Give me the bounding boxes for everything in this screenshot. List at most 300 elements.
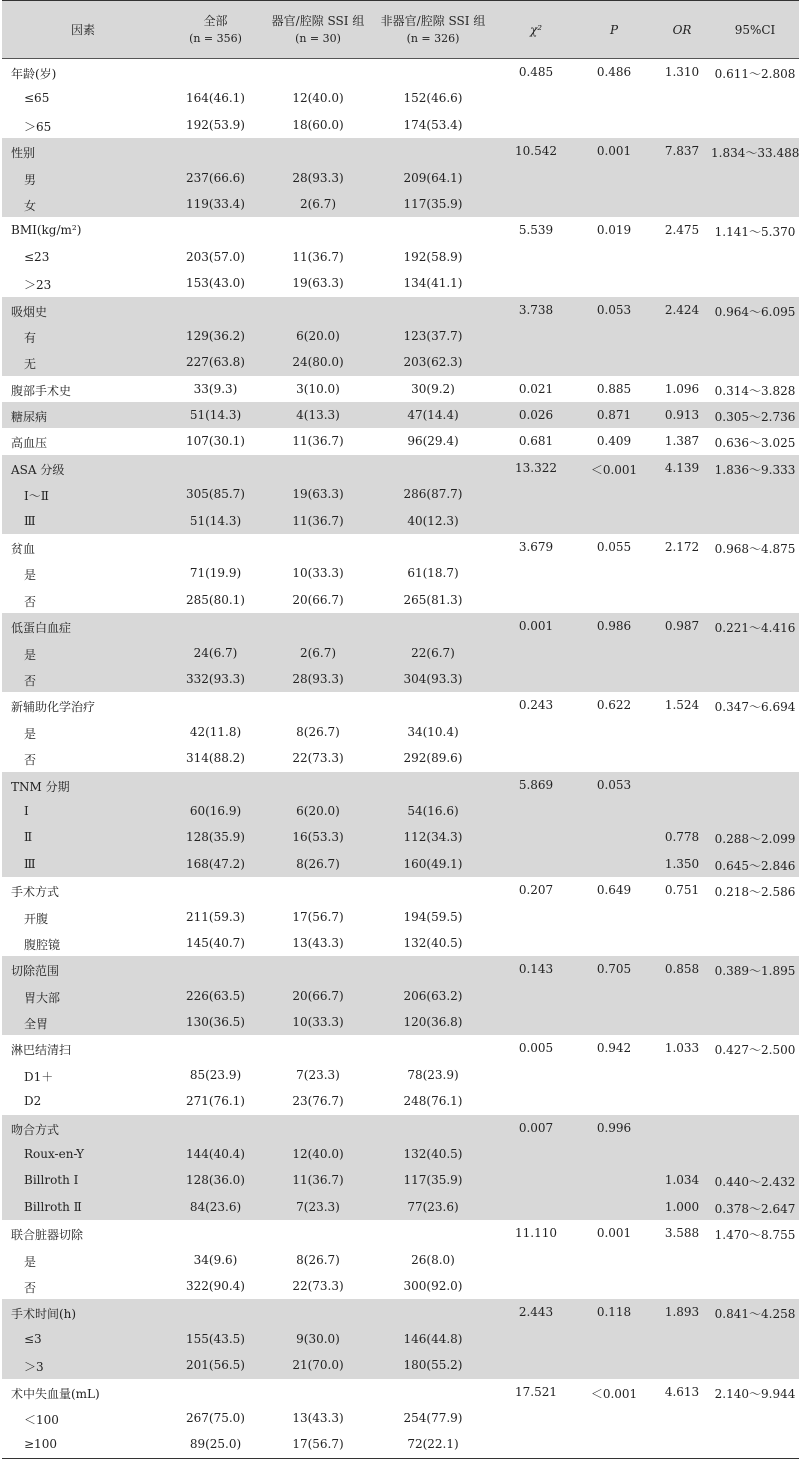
factor-cell: 否 [24,1280,37,1295]
non-organ-ssi-cell: 26(8.0) [411,1252,455,1267]
odds-ratio-cell [653,666,711,672]
p-value-cell [575,798,653,804]
p-value-cell: 0.622 [596,698,632,713]
p-value-cell [575,1352,653,1358]
table-row [2,165,799,191]
p-value-cell: ＜0.001 [590,1386,638,1401]
odds-ratio-cell: 1.033 [664,1041,700,1056]
p-value-cell [575,349,653,355]
all-cell: 237(66.6) [186,170,245,185]
ci-cell: 0.378～2.647 [714,1201,796,1216]
header-or-label: OR [672,22,692,37]
organ-ssi-cell [267,877,369,883]
factor-cell: 胃大部 [24,990,61,1005]
organ-ssi-cell: 11(36.7) [292,249,344,264]
ci-cell: 0.221～4.416 [714,621,796,636]
non-organ-ssi-cell: 34(10.4) [407,724,459,739]
chi-square-cell: 0.143 [518,962,554,977]
chi-square-cell: 0.207 [518,883,554,898]
chi-square-cell [497,904,575,910]
chi-square-cell: 17.521 [515,1384,557,1399]
p-value-cell [575,1431,653,1437]
row-group [2,455,799,534]
p-value-cell [575,851,653,857]
chi-square-cell [497,1431,575,1437]
factor-cell: 全胃 [24,1017,49,1032]
p-value-cell [575,270,653,276]
factor-cell: Ⅲ [24,513,36,528]
odds-ratio-cell [653,1247,711,1253]
odds-ratio-cell: 1.387 [664,434,700,449]
chi-square-cell [497,165,575,171]
all-cell: 34(9.6) [193,1252,238,1267]
table-row [2,428,799,454]
non-organ-ssi-cell: 123(37.7) [403,328,463,343]
odds-ratio-cell [653,1062,711,1068]
organ-ssi-cell [267,1115,369,1121]
chi-square-cell [497,508,575,514]
table-row [2,1431,799,1457]
chi-square-cell: 3.738 [518,302,554,317]
odds-ratio-cell: 3.588 [664,1226,700,1241]
all-cell: 164(46.1) [186,91,245,106]
all-cell: 24(6.7) [193,645,238,660]
factor-cell: Ⅱ [24,830,33,845]
non-organ-ssi-cell: 146(44.8) [403,1331,463,1346]
table-row [2,956,799,982]
header-p-label: P [609,22,619,37]
all-cell: 153(43.0) [186,276,245,291]
all-cell [164,59,267,65]
organ-ssi-cell [267,772,369,778]
factor-cell: 是 [24,647,37,662]
odds-ratio-cell: 1.034 [664,1173,700,1188]
all-cell: 85(23.9) [189,1067,242,1082]
non-organ-ssi-cell: 300(92.0) [403,1278,463,1293]
ci-cell: 0.964～6.095 [714,304,796,319]
ci-cell [711,1247,799,1253]
ci-cell: 0.314～3.828 [714,383,796,398]
organ-ssi-cell: 13(43.3) [292,935,344,950]
chi-square-cell: 5.539 [518,223,554,238]
factor-cell: 淋巴结清扫 [11,1043,72,1058]
p-value-cell: 0.019 [596,223,632,238]
organ-ssi-cell: 18(60.0) [292,117,344,132]
all-cell [164,877,267,883]
organ-ssi-cell: 22(73.3) [292,1278,344,1293]
chi-square-cell: 0.681 [518,434,554,449]
odds-ratio-cell [653,930,711,936]
chi-square-cell [497,560,575,566]
organ-ssi-cell [267,1299,369,1305]
ci-cell: 0.427～2.500 [714,1043,796,1058]
ci-cell: 0.389～1.895 [714,964,796,979]
row-group [2,534,799,613]
chi-square-cell [497,323,575,329]
factor-cell: 女 [24,198,37,213]
ci-cell [711,1141,799,1147]
table-row [2,455,799,481]
odds-ratio-cell [653,798,711,804]
p-value-cell [575,1062,653,1068]
factor-cell: 否 [24,673,37,688]
factor-cell: 是 [24,1254,37,1269]
table-header [2,1,799,59]
odds-ratio-cell: 4.139 [664,460,700,475]
organ-ssi-cell: 28(93.3) [292,671,344,686]
non-organ-ssi-cell [369,217,497,223]
organ-ssi-cell [267,138,369,144]
odds-ratio-cell [653,1326,711,1332]
factor-cell: 联合脏器切除 [11,1228,84,1243]
factor-cell: ASA 分级 [11,462,65,477]
organ-ssi-cell: 8(26.7) [296,1252,340,1267]
chi-square-cell [497,1167,575,1173]
odds-ratio-cell [653,1141,711,1147]
all-cell: 201(56.5) [186,1358,245,1373]
ci-cell [711,930,799,936]
header-chi-square [497,1,575,58]
p-value-cell [575,560,653,566]
header-factor-label: 因素 [70,22,95,37]
organ-ssi-cell [267,59,369,65]
row-group [2,1035,799,1114]
ci-cell [711,798,799,804]
ci-cell [711,772,799,778]
p-value-cell: 0.486 [596,65,632,79]
chi-square-cell: 3.679 [518,540,554,555]
non-organ-ssi-cell: 248(76.1) [403,1094,463,1109]
chi-square-cell [497,1141,575,1147]
odds-ratio-cell [653,1431,711,1437]
header-odds-ratio [653,1,711,58]
header-non-organ-label: 非器官/腔隙 SSI 组 [380,13,486,28]
factor-cell: ≤65 [24,91,50,106]
odds-ratio-cell [653,1405,711,1411]
row-group [2,428,799,454]
table-row [2,402,799,428]
row-group [2,1379,799,1458]
header-confidence-interval [711,1,799,58]
odds-ratio-cell [653,323,711,329]
non-organ-ssi-cell [369,59,497,65]
table-row [2,1299,799,1325]
table-row [2,930,799,956]
non-organ-ssi-cell: 117(35.9) [403,196,463,211]
all-cell: 332(93.3) [186,671,245,686]
p-value-cell [575,666,653,672]
ci-cell [711,1326,799,1332]
table-row [2,323,799,349]
chi-square-cell [497,191,575,197]
non-organ-ssi-cell: 78(23.9) [407,1067,459,1082]
chi-square-cell: 0.005 [518,1041,554,1056]
ci-cell: 0.305～2.736 [714,410,796,425]
p-value-cell [575,165,653,171]
row-group [2,772,799,878]
organ-ssi-cell: 11(36.7) [292,513,344,528]
all-cell: 130(36.5) [186,1015,245,1030]
organ-ssi-cell: 6(20.0) [296,328,340,343]
all-cell [164,772,267,778]
all-cell: 51(14.3) [189,513,242,528]
table-row [2,1141,799,1167]
non-organ-ssi-cell: 180(55.2) [403,1358,463,1373]
organ-ssi-cell: 7(23.3) [296,1199,340,1214]
header-factor [2,1,164,58]
all-cell [164,956,267,962]
p-value-cell [575,112,653,118]
factor-cell: ＞3 [24,1360,44,1375]
all-cell: 42(11.8) [189,724,242,739]
table-row [2,587,799,613]
organ-ssi-cell: 12(40.0) [292,1147,344,1162]
header-all-n: (n = 356) [189,31,242,45]
ci-cell: 1.836～9.333 [714,462,796,477]
non-organ-ssi-cell [369,297,497,303]
organ-ssi-cell: 8(26.7) [296,724,340,739]
p-value-cell [575,191,653,197]
p-value-cell [575,1247,653,1253]
non-organ-ssi-cell [369,1115,497,1121]
chi-square-cell [497,1273,575,1279]
chi-square-cell [497,666,575,672]
odds-ratio-cell [653,244,711,250]
non-organ-ssi-cell [369,1299,497,1305]
chi-square-cell [497,349,575,355]
table-row [2,112,799,138]
factor-cell: 否 [24,594,37,609]
all-cell [164,455,267,461]
organ-ssi-cell [267,1035,369,1041]
chi-square-cell [497,1326,575,1332]
non-organ-ssi-cell: 47(14.4) [407,408,459,423]
odds-ratio-cell [653,772,711,778]
factor-cell: ≤3 [24,1331,42,1346]
ci-cell [711,270,799,276]
non-organ-ssi-cell: 152(46.6) [403,91,463,106]
all-cell [164,138,267,144]
non-organ-ssi-cell: 54(16.6) [407,803,459,818]
non-organ-ssi-cell [369,534,497,540]
non-organ-ssi-cell: 117(35.9) [403,1173,463,1188]
ci-cell: 0.645～2.846 [714,858,796,873]
non-organ-ssi-cell: 206(63.2) [403,988,463,1003]
row-group [2,297,799,376]
ci-cell [711,666,799,672]
chi-square-cell [497,112,575,118]
organ-ssi-cell: 20(66.7) [292,592,344,607]
factor-cell: ＜100 [24,1412,59,1427]
table-row [2,1062,799,1088]
row-group [2,692,799,771]
all-cell: 33(9.3) [193,381,238,396]
all-cell: 322(90.4) [186,1278,245,1293]
p-value-cell [575,323,653,329]
header-chi-square-label: χ² [529,22,543,37]
non-organ-ssi-cell [369,613,497,619]
chi-square-cell [497,798,575,804]
p-value-cell [575,745,653,751]
ci-cell [711,1088,799,1094]
ci-cell [711,745,799,751]
chi-square-cell [497,745,575,751]
organ-ssi-cell: 17(56.7) [292,909,344,924]
non-organ-ssi-cell [369,1379,497,1385]
all-cell [164,1035,267,1041]
p-value-cell [575,1194,653,1200]
chi-square-cell: 0.021 [518,381,554,396]
all-cell: 314(88.2) [186,751,245,766]
non-organ-ssi-cell: 132(40.5) [403,1147,463,1162]
all-cell [164,1115,267,1121]
non-organ-ssi-cell: 112(34.3) [403,830,463,845]
p-value-cell: 0.649 [596,883,632,898]
chi-square-cell [497,1062,575,1068]
organ-ssi-cell [267,1220,369,1226]
non-organ-ssi-cell: 132(40.5) [403,935,463,950]
odds-ratio-cell [653,1009,711,1015]
p-value-cell [575,930,653,936]
ci-cell [711,1062,799,1068]
table-row [2,481,799,507]
ci-cell [711,1273,799,1279]
factor-cell: 否 [24,753,37,768]
non-organ-ssi-cell: 292(89.6) [403,751,463,766]
table-row [2,1352,799,1378]
row-group [2,613,799,692]
factor-cell: 贫血 [11,542,36,557]
organ-ssi-cell: 3(10.0) [296,381,340,396]
organ-ssi-cell: 2(6.7) [299,645,337,660]
table-row [2,798,799,824]
organ-ssi-cell [267,534,369,540]
factor-cell: 吻合方式 [11,1122,60,1137]
organ-ssi-cell: 24(80.0) [292,355,344,370]
factor-cell: 腹部手术史 [11,383,72,398]
p-value-cell: 0.996 [596,1120,632,1135]
row-group [2,877,799,956]
odds-ratio-cell [653,1088,711,1094]
table-row [2,1247,799,1273]
odds-ratio-cell [653,587,711,593]
ci-cell: 0.611～2.808 [714,67,796,81]
table-row [2,640,799,666]
chi-square-cell [497,1405,575,1411]
header-organ-ssi [267,1,369,58]
chi-square-cell: 0.485 [518,65,554,79]
non-organ-ssi-cell: 286(87.7) [403,487,463,502]
table-row [2,297,799,323]
table-row [2,534,799,560]
chi-square-cell [497,270,575,276]
ci-cell: 0.968～4.875 [714,542,796,557]
ci-cell: 0.347～6.694 [714,700,796,715]
all-cell: 51(14.3) [189,408,242,423]
row-group [2,138,799,217]
organ-ssi-cell: 22(73.3) [292,751,344,766]
odds-ratio-cell: 0.913 [664,408,700,423]
factor-cell: 手术时间(h) [11,1307,77,1322]
ci-cell: 1.470～8.755 [714,1228,796,1243]
factor-cell: 术中失血量(mL) [11,1386,100,1401]
ci-cell [711,165,799,171]
non-organ-ssi-cell: 209(64.1) [403,170,463,185]
p-value-cell [575,1009,653,1015]
non-organ-ssi-cell: 77(23.6) [407,1199,459,1214]
p-value-cell [575,824,653,830]
table-row [2,719,799,745]
table-row [2,904,799,930]
organ-ssi-cell: 17(56.7) [292,1437,344,1452]
ci-cell [711,1405,799,1411]
factor-cell: BMI(kg/m²) [11,223,82,238]
header-organ-label: 器官/腔隙 SSI 组 [271,13,365,28]
odds-ratio-cell: 1.893 [664,1305,700,1320]
ci-cell: 2.140～9.944 [714,1386,796,1401]
p-value-cell: 0.871 [596,408,632,423]
organ-ssi-cell: 19(63.3) [292,487,344,502]
odds-ratio-cell: 1.524 [664,698,700,713]
ci-cell: 1.834～33.488 [711,146,800,161]
p-value-cell: 0.118 [596,1305,632,1320]
all-cell [164,217,267,223]
p-value-cell [575,904,653,910]
row-group [2,1299,799,1378]
table-row [2,1088,799,1114]
all-cell: 267(75.0) [186,1410,245,1425]
table-row [2,877,799,903]
non-organ-ssi-cell [369,1220,497,1226]
factor-cell: ≥100 [24,1437,57,1452]
ci-cell [711,1009,799,1015]
non-organ-ssi-cell [369,455,497,461]
all-cell: 203(57.0) [186,249,245,264]
ci-cell [711,640,799,646]
all-cell: 107(30.1) [186,434,245,449]
non-organ-ssi-cell [369,1035,497,1041]
p-value-cell: ＜0.001 [590,462,638,477]
ci-cell [711,587,799,593]
all-cell [164,534,267,540]
odds-ratio-cell: 1.350 [664,856,700,871]
all-cell: 145(40.7) [186,935,245,950]
non-organ-ssi-cell: 61(18.7) [407,566,459,581]
factor-cell: 开腹 [24,911,49,926]
table-row [2,666,799,692]
chi-square-cell [497,640,575,646]
all-cell [164,1220,267,1226]
chi-square-cell [497,481,575,487]
chi-square-cell: 10.542 [515,144,557,159]
chi-square-cell [497,1088,575,1094]
header-non-organ-ssi [369,1,497,58]
table-row [2,692,799,718]
all-cell [164,1299,267,1305]
chi-square-cell [497,1247,575,1253]
non-organ-ssi-cell: 304(93.3) [403,671,463,686]
factor-cell: D2 [24,1094,42,1109]
p-value-cell: 0.053 [596,302,632,317]
ci-cell [711,983,799,989]
factor-cell: ＞65 [24,119,52,134]
factor-cell: 无 [24,357,37,372]
header-ci-label: 95%CI [734,22,776,37]
non-organ-ssi-cell: 192(58.9) [403,249,463,264]
chi-square-cell: 0.001 [518,619,554,634]
non-organ-ssi-cell: 254(77.9) [403,1410,463,1425]
factor-cell: Ⅲ [24,856,36,871]
